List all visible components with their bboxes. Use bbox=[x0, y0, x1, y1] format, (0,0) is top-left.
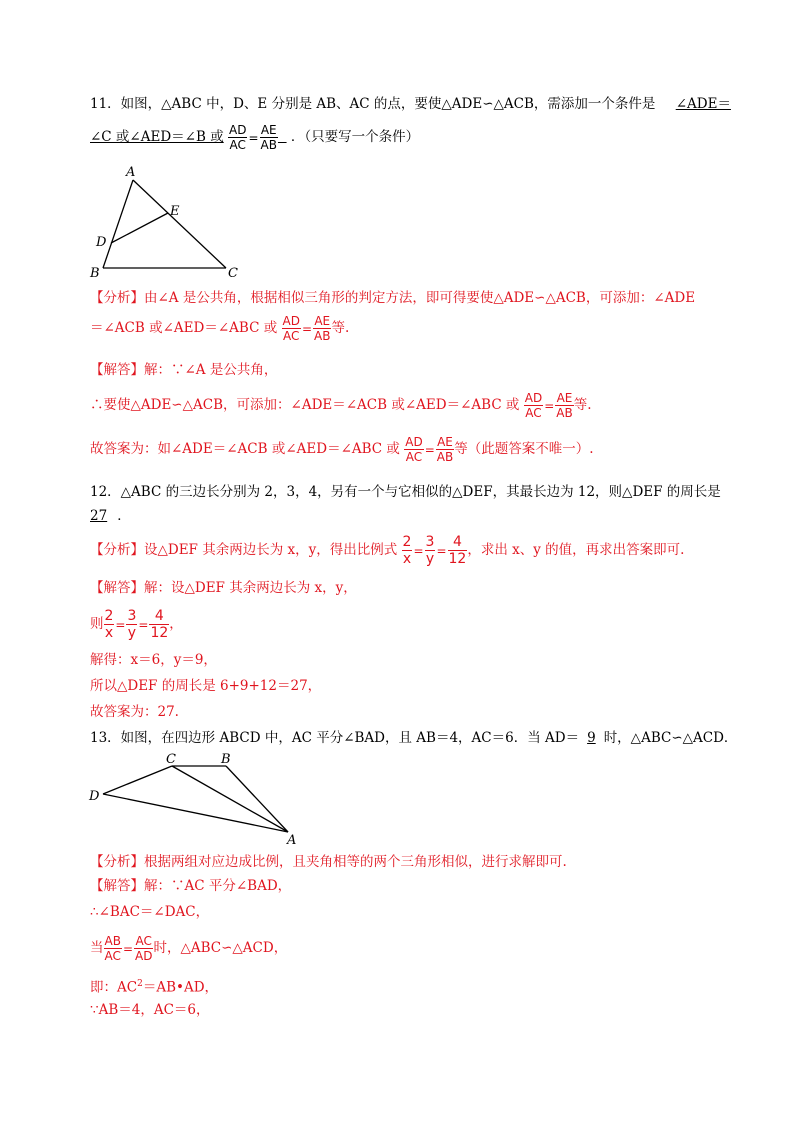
q11-line1 bbox=[90, 94, 731, 114]
q11-label-b: B bbox=[90, 266, 100, 280]
q11-fraction-ad-ac: $\frac{AD}{AC}$ bbox=[229, 123, 247, 152]
q12-analysis: 【分析】设△DEF 其余两边长为 x，y，得出比例式 $\frac{2}{x}$ = $\frac{3}{y}$ = $\frac{4}{12}$ ，求出 x、y 的值，再求出答案即可. bbox=[90, 534, 685, 567]
q13-prompt: 13．如图，在四边形 ABCD 中，AC 平分∠BAD，且 AB＝4，AC＝6．当 AD＝ 9 时，△ABC∽△ACD． bbox=[90, 730, 738, 746]
q13-when: 当 $\frac{AB}{AC}$ = $\frac{AC}{AD}$ 时，△ABC∽△ACD， bbox=[90, 934, 288, 963]
q12-prompt: 12．△ABC 的三边长分别为 2，3，4，另有一个与它相似的△DEF，其最长边为 12，则△DEF 的周长是 bbox=[90, 484, 721, 500]
q12-final: 故答案为：27. bbox=[90, 704, 179, 720]
q13-quadrilateral-figure bbox=[86, 750, 306, 846]
q11-triangle-figure bbox=[86, 162, 246, 280]
q13-analysis: 【分析】根据两组对应边成比例，且夹角相等的两个三角形相似，进行求解即可. bbox=[90, 854, 567, 870]
q13-label-a: A bbox=[287, 833, 297, 846]
q11-fraction-ae-ab: $\frac{AE}{AB}$ bbox=[260, 123, 277, 152]
q11-label-e: E bbox=[170, 204, 180, 219]
q13-answer: 9 bbox=[587, 730, 596, 746]
q13-label-c: C bbox=[166, 752, 176, 767]
q11-answer-part2: ∠C 或∠AED＝∠B 或 bbox=[90, 129, 224, 145]
q13-solution-head: 【解答】解：∵AC 平分∠BAD， bbox=[90, 878, 292, 894]
q11-solution-final: 故答案为：如∠ADE＝∠ACB 或∠AED＝∠ABC 或 $\frac{AD}{AC}$ = $\frac{AE}{AB}$ 等（此题答案不唯一）. bbox=[90, 435, 594, 464]
q11-analysis-line1: 【分析】由∠A 是公共角，根据相似三角形的判定方法，即可得要使△ADE∽△ACB，可添加：∠ADE bbox=[90, 290, 696, 306]
q12-line2: 27 ． bbox=[90, 508, 131, 524]
q13-step3: ∵AB＝4，AC＝6， bbox=[90, 1002, 210, 1018]
q11-prompt: 11．如图，△ABC 中，D、E 分别是 AB、AC 的点，要使△ADE∽△ACB，需添加一个条件是 bbox=[90, 96, 656, 112]
q11-answer-part1: ∠ADE＝ bbox=[675, 96, 731, 112]
q11-line2: ∠C 或∠AED＝∠B 或 $\frac{AD}{AC}$ = $\frac{AE}{AB}$ ．（只要写一个条件） bbox=[90, 123, 420, 152]
q11-note: ．（只要写一个条件） bbox=[290, 129, 420, 145]
q11-label-c: C bbox=[228, 266, 238, 280]
q12-solve: 解得：x＝6，y＝9， bbox=[90, 652, 217, 668]
q11-analysis-line2: ＝∠ACB 或∠AED＝∠ABC 或 $\frac{AD}{AC}$ = $\frac{AE}{AB}$ 等. bbox=[90, 314, 350, 343]
q12-solution-proportion: 则 $\frac{2}{x}$ = $\frac{3}{y}$ = $\frac{4}{12}$ ， bbox=[90, 608, 183, 641]
q12-solution-head: 【解答】解：设△DEF 其余两边长为 x，y， bbox=[90, 580, 357, 596]
q11-label-a: A bbox=[126, 165, 136, 180]
q12-perimeter: 所以△DEF 的周长是 6+9+12＝27， bbox=[90, 678, 322, 694]
q12-answer: 27 bbox=[90, 508, 108, 524]
q13-step1: ∴∠BAC＝∠DAC， bbox=[90, 904, 210, 920]
q13-label-d: D bbox=[89, 789, 100, 804]
q11-label-d: D bbox=[96, 235, 107, 250]
q11-solution-line1: ∴要使△ADE∽△ACB，可添加：∠ADE＝∠ACB 或∠AED＝∠ABC 或 $\frac{AD}{AC}$ = $\frac{AE}{AB}$ 等. bbox=[90, 391, 592, 420]
q11-solution-head: 【解答】解：∵∠A 是公共角， bbox=[90, 362, 278, 378]
q13-label-b: B bbox=[221, 752, 231, 767]
q13-step2: 即：$AC^2=AB•AD$， bbox=[90, 979, 219, 996]
